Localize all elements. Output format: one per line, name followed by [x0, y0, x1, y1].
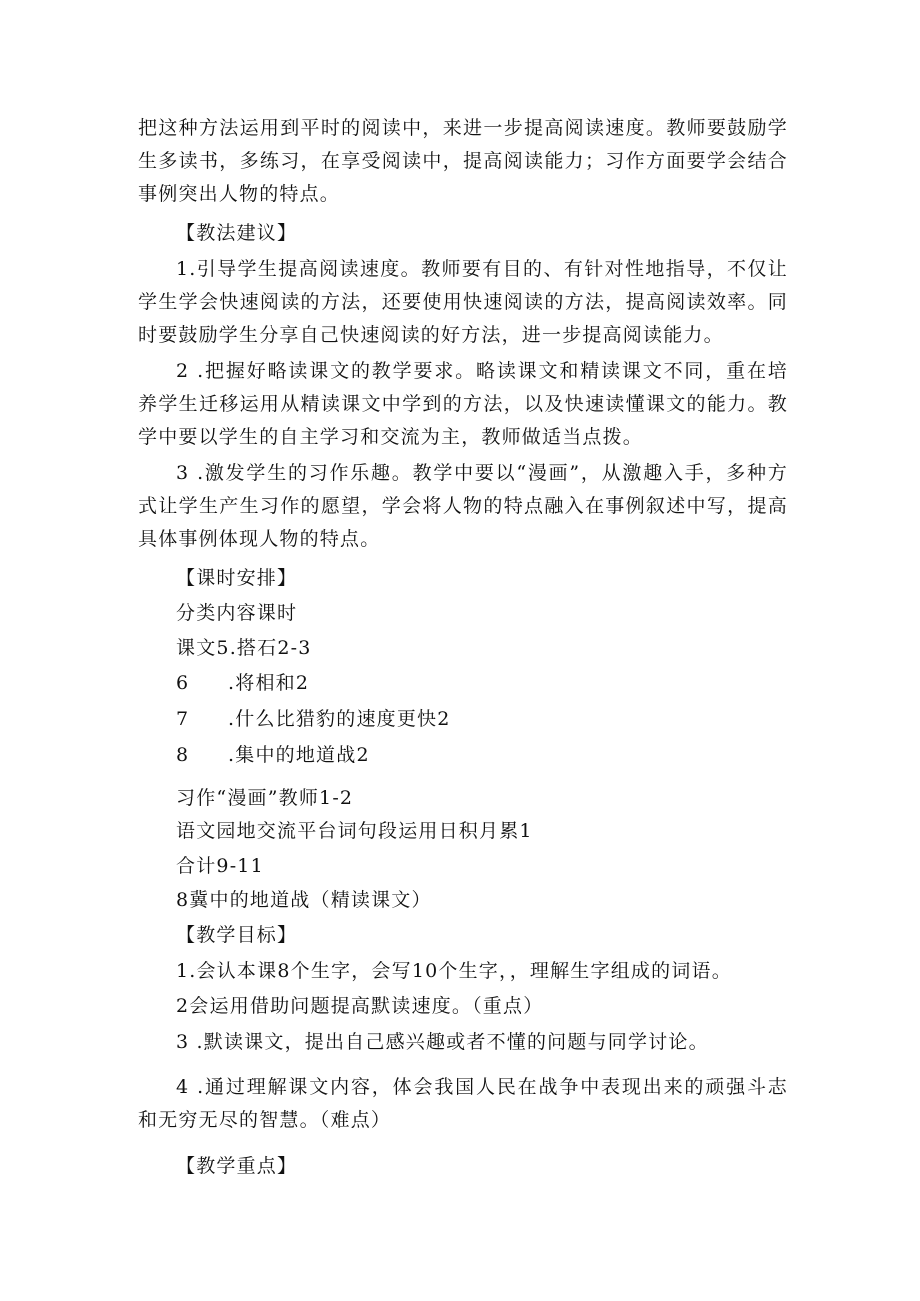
keshi-xizuo: 习作“漫画”教师1-2 — [176, 787, 354, 809]
keshi-yuwen-yuandi: 语文园地交流平台词句段运用日积月累1 — [176, 820, 533, 842]
keshi-heading: 【课时安排】 — [176, 567, 298, 589]
keshi-row-7-number: 7 — [176, 708, 190, 730]
keshi-row-8 — [176, 740, 370, 767]
keshi-row-8-text: .集中的地道战2 — [228, 744, 370, 766]
jiaofa-item-1: 1.引导学生提高阅读速度。教师要有目的、有针对性地指导，不仅让学生学会快速阅读的方法，还要使用快速阅读的方法，提高阅读效率。同时要鼓励学生分享自己快速阅读的好方法，进一步提高阅读能力。 — [138, 258, 788, 346]
keshi-row-7-text: .什么比猎豹的速度更快2 — [228, 708, 451, 730]
keshi-row-6-number: 6 — [176, 672, 190, 694]
jiaofa-item-3: 3 .激发学生的习作乐趣。教学中要以“漫画”，从激趣入手，多种方式让学生产生习作的愿望，学会将人物的特点融入在事例叙述中写，提高具体事例体现人物的特点。 — [138, 462, 788, 550]
jiaofa-item-2: 2 .把握好略读课文的教学要求。略读课文和精读课文不同，重在培养学生迁移运用从精读课文中学到的方法，以及快速读懂课文的能力。教学中要以学生的自主学习和交流为主，教师做适当点拨。 — [138, 360, 788, 448]
mubiao-item-2: 2会运用借助问题提高默读速度。（重点） — [176, 995, 544, 1017]
mubiao-item-1: 1.会认本课8个生字，会写10个生字，，理解生字组成的词语。 — [176, 960, 732, 982]
zhongdian-heading: 【教学重点】 — [176, 1155, 298, 1177]
keshi-row-7 — [176, 704, 451, 731]
keshi-row-5: 课文5.搭石2-3 — [176, 637, 312, 659]
mubiao-item-3: 3 .默读课文，提出自己感兴趣或者不懂的问题与同学讨论。 — [176, 1031, 709, 1053]
mubiao-item-4: 4 .通过理解课文内容，体会我国人民在战争中表现出来的顽强斗志和无穷无尽的智慧。（难点） — [138, 1076, 788, 1131]
jiaofa-heading: 【教法建议】 — [176, 222, 298, 244]
lesson-title: 8冀中的地道战（精读课文） — [176, 889, 432, 911]
keshi-table-header: 分类内容课时 — [176, 602, 298, 624]
keshi-row-8-number: 8 — [176, 744, 190, 766]
intro-paragraph: 把这种方法运用到平时的阅读中，来进一步提高阅读速度。教师要鼓励学生多读书，多练习，在享受阅读中，提高阅读能力；习作方面要学会结合事例突出人物的特点。 — [138, 117, 788, 205]
keshi-row-6 — [176, 668, 309, 695]
keshi-row-6-text: .将相和2 — [228, 672, 310, 694]
mubiao-heading: 【教学目标】 — [176, 924, 298, 946]
keshi-total: 合计9-11 — [176, 855, 264, 877]
